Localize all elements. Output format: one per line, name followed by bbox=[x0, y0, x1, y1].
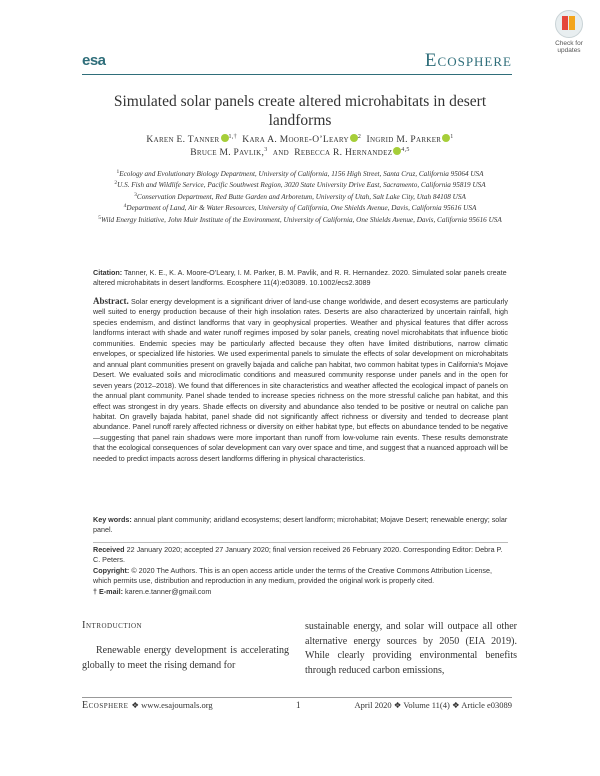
footer-journal bbox=[82, 700, 213, 711]
author-sup: 1,† bbox=[228, 134, 237, 140]
author-sup: 2 bbox=[357, 134, 362, 140]
footer-journal-name: Ecosphere bbox=[82, 700, 129, 711]
affiliation: $^2$U.S. Fish and Wildlife Service, Pacific Southwest Region, 3020 State University Drive East, Sacramento, California 95819 USA bbox=[114, 180, 486, 190]
keywords-label: Key words: bbox=[93, 515, 132, 524]
email-line: † E-mail: karen.e.tanner@gmail.com bbox=[93, 586, 212, 596]
crossmark-label: Check for updates bbox=[555, 40, 583, 54]
author-line-1 bbox=[70, 134, 530, 145]
check-for-updates-badge[interactable] bbox=[546, 10, 592, 54]
author-sup: 4,5 bbox=[401, 147, 410, 153]
citation bbox=[93, 268, 508, 288]
citation-text: Tanner, K. E., K. A. Moore-O’Leary, I. M. Parker, B. M. Pavlik, and R. R. Hernandez. 2020. Simulated solar panels create altered microhabitats in desert landforms. Ecosphere 11(4):e03089. 10.1002/ecs2.3089 bbox=[93, 268, 507, 287]
affiliation: $^4$Department of Land, Air & Water Resources, University of California, One Shields Avenue, Davis, California 95616 USA bbox=[123, 203, 477, 213]
meta-divider bbox=[93, 542, 508, 543]
copyright: Copyright: © 2020 The Authors. This is an open access article under the terms of the Creative Commons Attribution License, which permits use, distribution and reproduction in any medium, provided the original work is properly cited. bbox=[93, 565, 492, 586]
author-name: Bruce M. Pavlik, bbox=[190, 148, 265, 158]
abstract-text: Solar energy development is a significant driver of land-use change worldwide, and desert ecosystems are particularly well suited to energy production because of their high insolation rates. Deserts are also characterized by uncertain rainfall, high species endemism, and distinct landforms that vary in geophysical properties. Weather and physical features that differ across landforms interact with shade and water runoff regimes imposed by solar panels, creating novel microhabitats that influence biotic communities. Endemic species may be particularly affected because they often have limited distributions, narrow climatic envelopes, or specialized life histories. We used experimental panels to simulate the effects of solar development on microhabitats and annual plant communities present on gravelly bajada and caliche pan habitat, two common habitat types in California’s Mojave Desert. We evaluated soils and microclimatic conditions and measured community response under panels and in the open for seven years (2012–2018). We found that differences in site characteristics and weather affected the ecological impact of panels on the annual plant community. Panel shade tended to increase species richness on the more stressful caliche pan habitat, and this effect was strongest in dry years. Shade effects on diversity and abundance also tended to be positive or neutral on caliche pan habitat. On gravelly bajada habitat, panel shade did not significantly affect richness or diversity and tended to decrease plant abundance. Panel runoff rarely affected richness or diversity on either habitat type, but effects on abundance tended to be negative—suggesting that panel rain shadows were more important than runoff from low-volume rain events. These results demonstrate that the ecological consequences of solar development can vary over space and time, and suggest that a nuanced approach will be needed to predict impacts across desert landforms differing in physical characteristics. bbox=[93, 298, 509, 463]
email-link[interactable]: karen.e.tanner@gmail.com bbox=[124, 586, 212, 596]
abstract bbox=[93, 296, 508, 464]
affiliations bbox=[70, 168, 530, 225]
author-name: Rebecca R. Hernandez bbox=[294, 148, 393, 158]
orcid-icon[interactable] bbox=[350, 134, 358, 142]
journal-name: Ecosphere bbox=[424, 50, 512, 71]
body-left-column: Renewable energy development is accelerating globally to meet the rising demand for bbox=[82, 645, 289, 671]
citation-label: Citation: bbox=[93, 268, 123, 277]
article-title: Simulated solar panels create altered microhabitats in desert landforms bbox=[113, 93, 487, 129]
author-name: Ingrid M. Parker bbox=[366, 135, 442, 145]
affiliation: $^1$Ecology and Evolutionary Biology Department, University of California, 1156 High Street, Santa Cruz, California 95064 USA bbox=[116, 169, 484, 178]
footer-rule bbox=[82, 697, 512, 698]
footer-issue: April 2020 ❖ Volume 11(4) ❖ Article e03089 bbox=[354, 700, 512, 710]
esa-logo: esa bbox=[82, 52, 106, 69]
page-number: 1 bbox=[296, 700, 301, 710]
body-right-column: sustainable energy, and solar will outpace all other alternative energy sources by 2050 (EIA 2019). While clearly providing environmental benefits through reduced carbon emissions, bbox=[305, 621, 517, 676]
author-sup: 3 bbox=[264, 147, 268, 153]
article-meta bbox=[93, 545, 508, 597]
section-heading-introduction: Introduction bbox=[82, 620, 143, 631]
crossmark-icon bbox=[555, 10, 583, 38]
author-name: Kara A. Moore-O’Leary bbox=[242, 135, 349, 145]
footer-url[interactable]: ❖ www.esajournals.org bbox=[131, 700, 213, 710]
received-dates: Received 22 January 2020; accepted 27 January 2020; final version received 26 February 2020. Corresponding Editor: Debra P. C. Peters. bbox=[93, 545, 503, 565]
author-name: Karen E. Tanner bbox=[146, 135, 220, 145]
author-conjunction: and bbox=[272, 148, 289, 158]
keywords-text: annual plant community; aridland ecosystems; desert landform; microhabitat; Mojave Desert; renewable energy; solar panel. bbox=[93, 515, 508, 534]
author-line-2 bbox=[70, 147, 530, 158]
keywords bbox=[93, 515, 508, 535]
header-rule bbox=[82, 74, 512, 75]
affiliation: $^3$Conservation Department, Red Butte Garden and Arboretum, University of Utah, Salt Lake City, Utah 84108 USA bbox=[134, 191, 466, 201]
orcid-icon[interactable] bbox=[221, 134, 229, 142]
author-sup: 1 bbox=[450, 134, 454, 140]
affiliation: $^5$Wild Energy Initiative, John Muir Institute of the Environment, University of California, One Shields Avenue, Davis, California 95616 USA bbox=[98, 214, 502, 224]
abstract-label: Abstract. bbox=[93, 296, 129, 306]
